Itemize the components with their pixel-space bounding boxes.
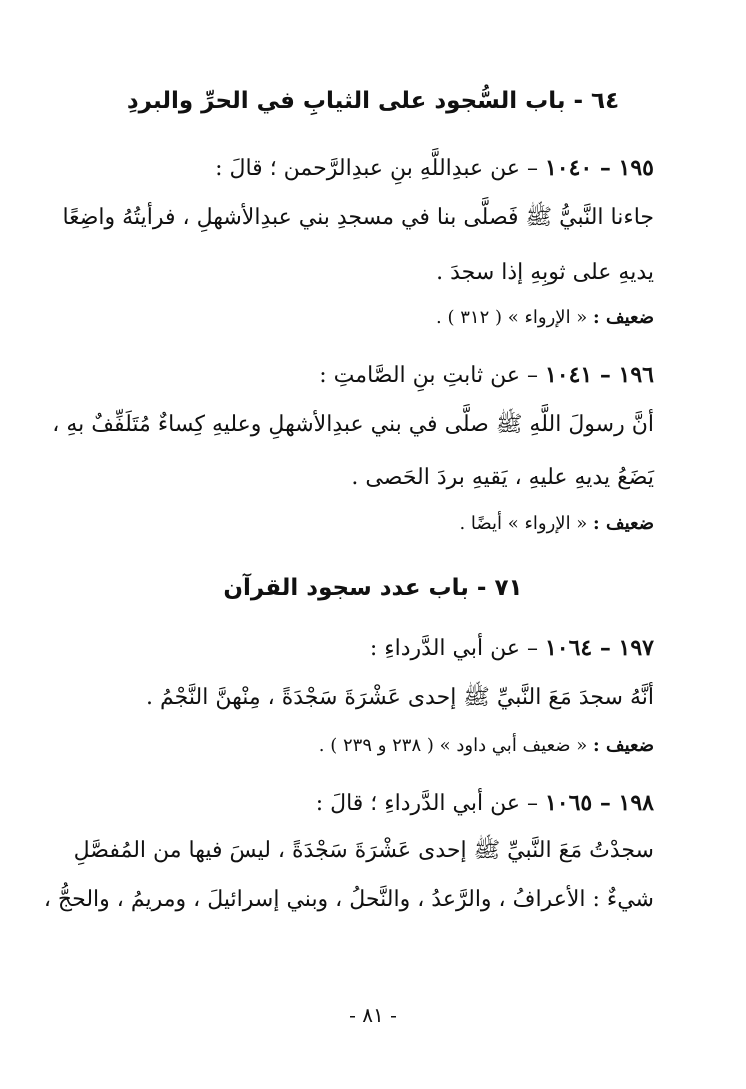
hadith-text-line: أنَّ رسولَ اللَّهِ ﷺ صلَّى في بني عبدِالأشهلِ وعليهِ كِساءٌ مُتَلَفِّفٌ بهِ ،: [52, 412, 654, 437]
hadith-text-line: سجدْتُ مَعَ النَّبيِّ ﷺ إحدى عَشْرَةَ سَجْدَةً ، ليسَ فيها من المُفصَّلِ: [73, 838, 654, 863]
hadith-195-header: [215, 155, 654, 182]
hadith-number: ١٩٧ – ١٠٦٤: [544, 635, 654, 661]
grade-label: ضعيف :: [593, 513, 654, 534]
hadith-197-header: [370, 635, 654, 662]
hadith-text-line: يديهِ على ثوبِهِ إذا سجدَ .: [436, 260, 654, 285]
hadith-text-line: أنَّهُ سجدَ مَعَ النَّبيِّ ﷺ إحدى عَشْرَةَ سَجْدَةً ، مِنْهنَّ النَّجْمُ .: [146, 685, 654, 710]
hadith-number: ١٩٨ – ١٠٦٥: [544, 790, 654, 816]
hadith-isnad: – عن ثابتِ بنِ الصَّامتِ :: [319, 363, 538, 388]
grade-text: « ضعيف أبي داود » ( ٢٣٨ و ٢٣٩ ) .: [318, 735, 588, 756]
hadith-grade: [436, 307, 654, 329]
hadith-isnad: – عن أبي الدَّرداءِ ؛ قالَ :: [315, 791, 538, 816]
chapter-heading-71: ٧١ - باب عدد سجود القرآن: [223, 575, 523, 601]
hadith-number: ١٩٦ – ١٠٤١: [544, 362, 654, 388]
hadith-196-header: [319, 362, 654, 389]
hadith-isnad: – عن أبي الدَّرداءِ :: [369, 636, 538, 661]
hadith-198-header: [316, 790, 654, 817]
hadith-isnad: – عن عبدِاللَّهِ بنِ عبدِالرَّحمن ؛ قالَ :: [215, 156, 538, 181]
hadith-number: ١٩٥ – ١٠٤٠: [544, 155, 654, 181]
chapter-heading-64: ٦٤ - باب السُّجود على الثيابِ في الحرِّ والبردِ: [126, 88, 620, 114]
grade-label: ضعيف :: [593, 735, 654, 756]
hadith-grade: [459, 513, 654, 535]
hadith-text-line: شيءٌ : الأعرافُ ، والرَّعدُ ، والنَّحلُ ، وبني إسرائيلَ ، ومريمُ ، والحجُّ ،: [43, 887, 654, 912]
grade-text: « الإرواء » أيضًا .: [459, 513, 588, 534]
hadith-text-line: يَضَعُ يديهِ عليهِ ، يَقيهِ بردَ الحَصى .: [351, 465, 654, 490]
hadith-grade: [319, 735, 654, 757]
hadith-text-line: جاءنا النَّبيُّ ﷺ فَصلَّى بنا في مسجدِ بني عبدِالأشهلِ ، فرأيتُهُ واضِعًا: [62, 205, 654, 230]
grade-label: ضعيف :: [593, 307, 654, 328]
page-number: - ٨١ -: [349, 1003, 397, 1027]
grade-text: « الإرواء » ( ٣١٢ ) .: [436, 307, 588, 328]
